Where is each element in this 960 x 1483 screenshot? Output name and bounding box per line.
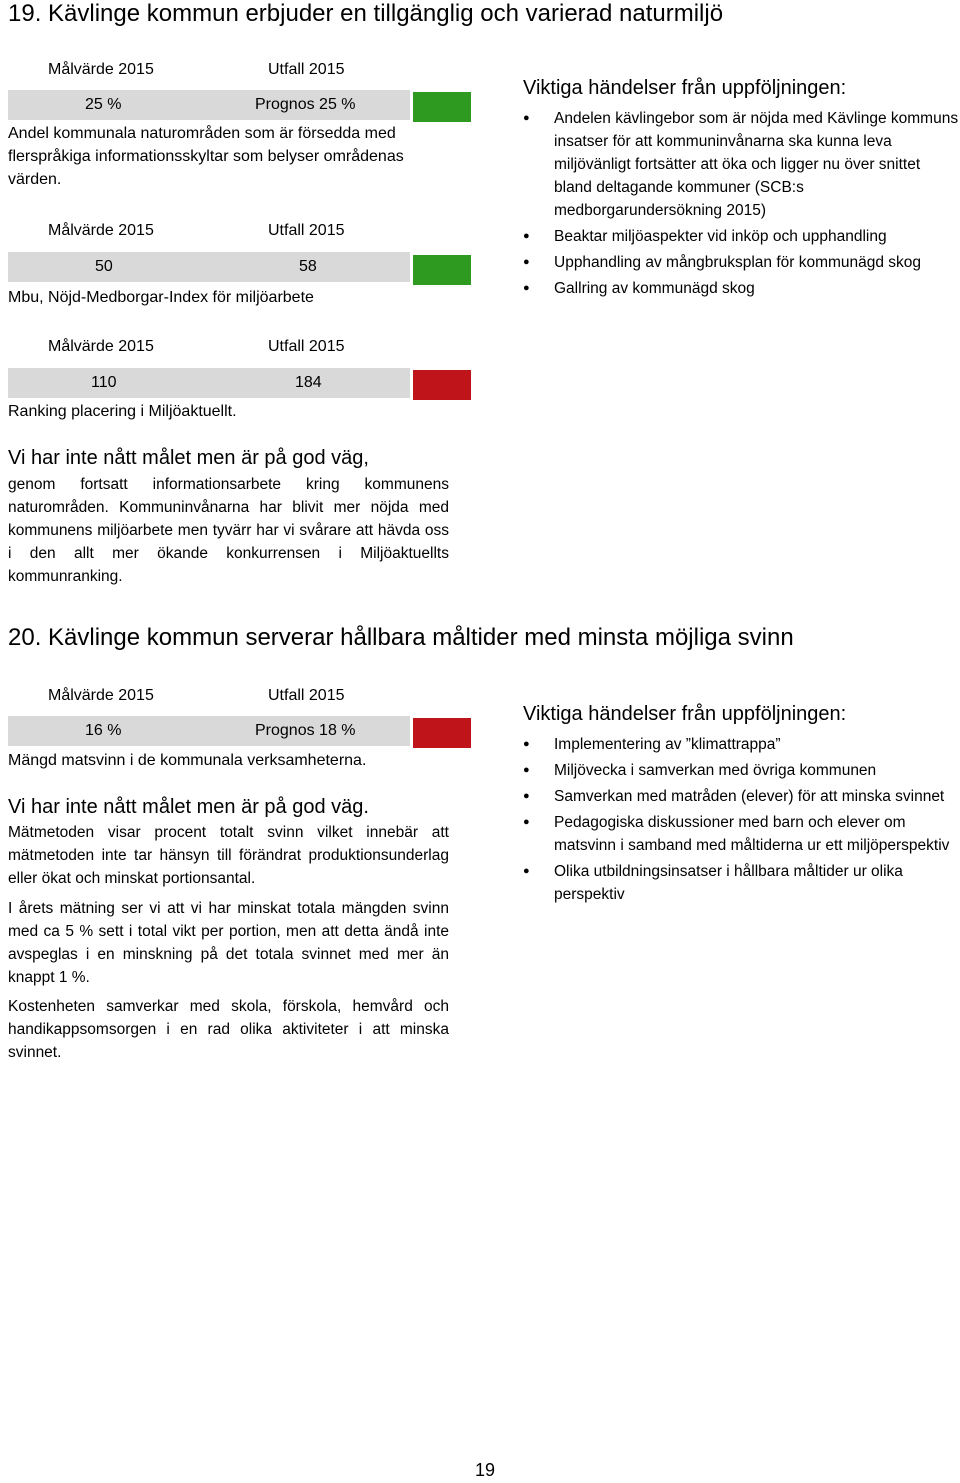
section-19-title: 19. Kävlinge kommun erbjuder en tillgänglig och varierad naturmiljö — [8, 0, 724, 27]
assessment-paragraph: I årets mätning ser vi att vi har minskat totala mängden svinn med ca 5 % sett i total vikt per portion, men att detta ändå inte avspeglas i en minskning på det totala svinnet med mer än knappt 1 %. — [8, 900, 449, 986]
outcome-label: Utfall 2015 — [268, 687, 345, 704]
target-value: 50 — [95, 258, 113, 275]
indicator-description: Ranking placering i Miljöaktuellt. — [8, 403, 237, 420]
status-indicator-green — [413, 255, 471, 285]
event-item: ● Pedagogiska diskussioner med barn och elever om matsvinn i samband med måltiderna ur ett miljöperspektiv — [523, 811, 960, 857]
target-value: 16 % — [85, 722, 122, 739]
outcome-value: 58 — [299, 258, 317, 275]
event-item: ● Gallring av kommunägd skog — [523, 277, 960, 300]
outcome-value: Prognos 25 % — [255, 96, 356, 113]
assessment-paragraph: Kostenheten samverkar med skola, förskola, hemvård och handikappsomsorgen i en rad olika aktiviteter i att minska svinnet. — [8, 998, 449, 1061]
page-number: 19 — [475, 1460, 496, 1480]
events-heading: Viktiga händelser från uppföljningen: — [523, 77, 847, 99]
event-item: ● Olika utbildningsinsatser i hållbara måltider ur olika perspektiv — [523, 860, 960, 906]
indicator-bar — [8, 252, 410, 282]
event-item: ● Andelen kävlingebor som är nöjda med Kävlinge kommuns insatser för att kommuninvånarna ska kunna leva miljövänligt fortsätter att öka och ligger nu över snittet bland deltagande kommuner (SCB:s medborgarundersökning 2015) — [523, 107, 960, 222]
outcome-value: 184 — [295, 374, 322, 391]
indicator-bar — [8, 716, 410, 746]
assessment-paragraph: Mätmetoden visar procent totalt svinn vilket innebär att mätmetoden inte tar hänsyn till förändrat produktionsunderlag eller ökat och minskat portionsantal. — [8, 824, 449, 887]
events-list — [523, 733, 960, 909]
event-item: ● Miljövecka i samverkan med övriga kommunen — [523, 759, 960, 782]
assessment-heading: Vi har inte nått målet men är på god väg, — [8, 447, 369, 469]
target-label: Målvärde 2015 — [48, 222, 154, 239]
target-label: Målvärde 2015 — [48, 338, 154, 355]
target-value: 110 — [91, 374, 117, 391]
event-item: ● Beaktar miljöaspekter vid inköp och upphandling — [523, 225, 960, 248]
section-20-title: 20. Kävlinge kommun serverar hållbara måltider med minsta möjliga svinn — [8, 624, 794, 651]
status-indicator-red — [413, 718, 471, 748]
target-label: Målvärde 2015 — [48, 61, 154, 78]
events-heading: Viktiga händelser från uppföljningen: — [523, 703, 847, 725]
status-indicator-red — [413, 370, 471, 400]
indicator-description: Mbu, Nöjd-Medborgar-Index för miljöarbete — [8, 289, 314, 306]
event-item: ● Upphandling av mångbruksplan för kommunägd skog — [523, 251, 960, 274]
status-indicator-green — [413, 92, 471, 122]
assessment-heading: Vi har inte nått målet men är på god väg. — [8, 796, 369, 818]
indicator-bar — [8, 90, 410, 120]
target-label: Målvärde 2015 — [48, 687, 154, 704]
outcome-label: Utfall 2015 — [268, 61, 345, 78]
assessment-text: genom fortsatt informationsarbete kring kommunens naturområden. Kommuninvånarna har blivit mer nöjda med kommunens miljöarbete men tyvärr har vi svårare att hävda oss i den allt mer ökande konkurrensen i Miljöaktuellts kommunranking. — [8, 476, 449, 585]
indicator-description: Andel kommunala naturområden som är försedda med flerspråkiga informationsskyltar som belyser områdenas värden. — [8, 125, 404, 188]
event-item: ● Samverkan med matråden (elever) för att minska svinnet — [523, 785, 960, 808]
indicator-bar — [8, 368, 410, 398]
outcome-label: Utfall 2015 — [268, 222, 345, 239]
events-list — [523, 107, 960, 303]
outcome-value: Prognos 18 % — [255, 722, 356, 739]
target-value: 25 % — [85, 96, 122, 113]
indicator-description: Mängd matsvinn i de kommunala verksamheterna. — [8, 752, 367, 769]
event-item: ● Implementering av ”klimattrappa” — [523, 733, 960, 756]
outcome-label: Utfall 2015 — [268, 338, 345, 355]
